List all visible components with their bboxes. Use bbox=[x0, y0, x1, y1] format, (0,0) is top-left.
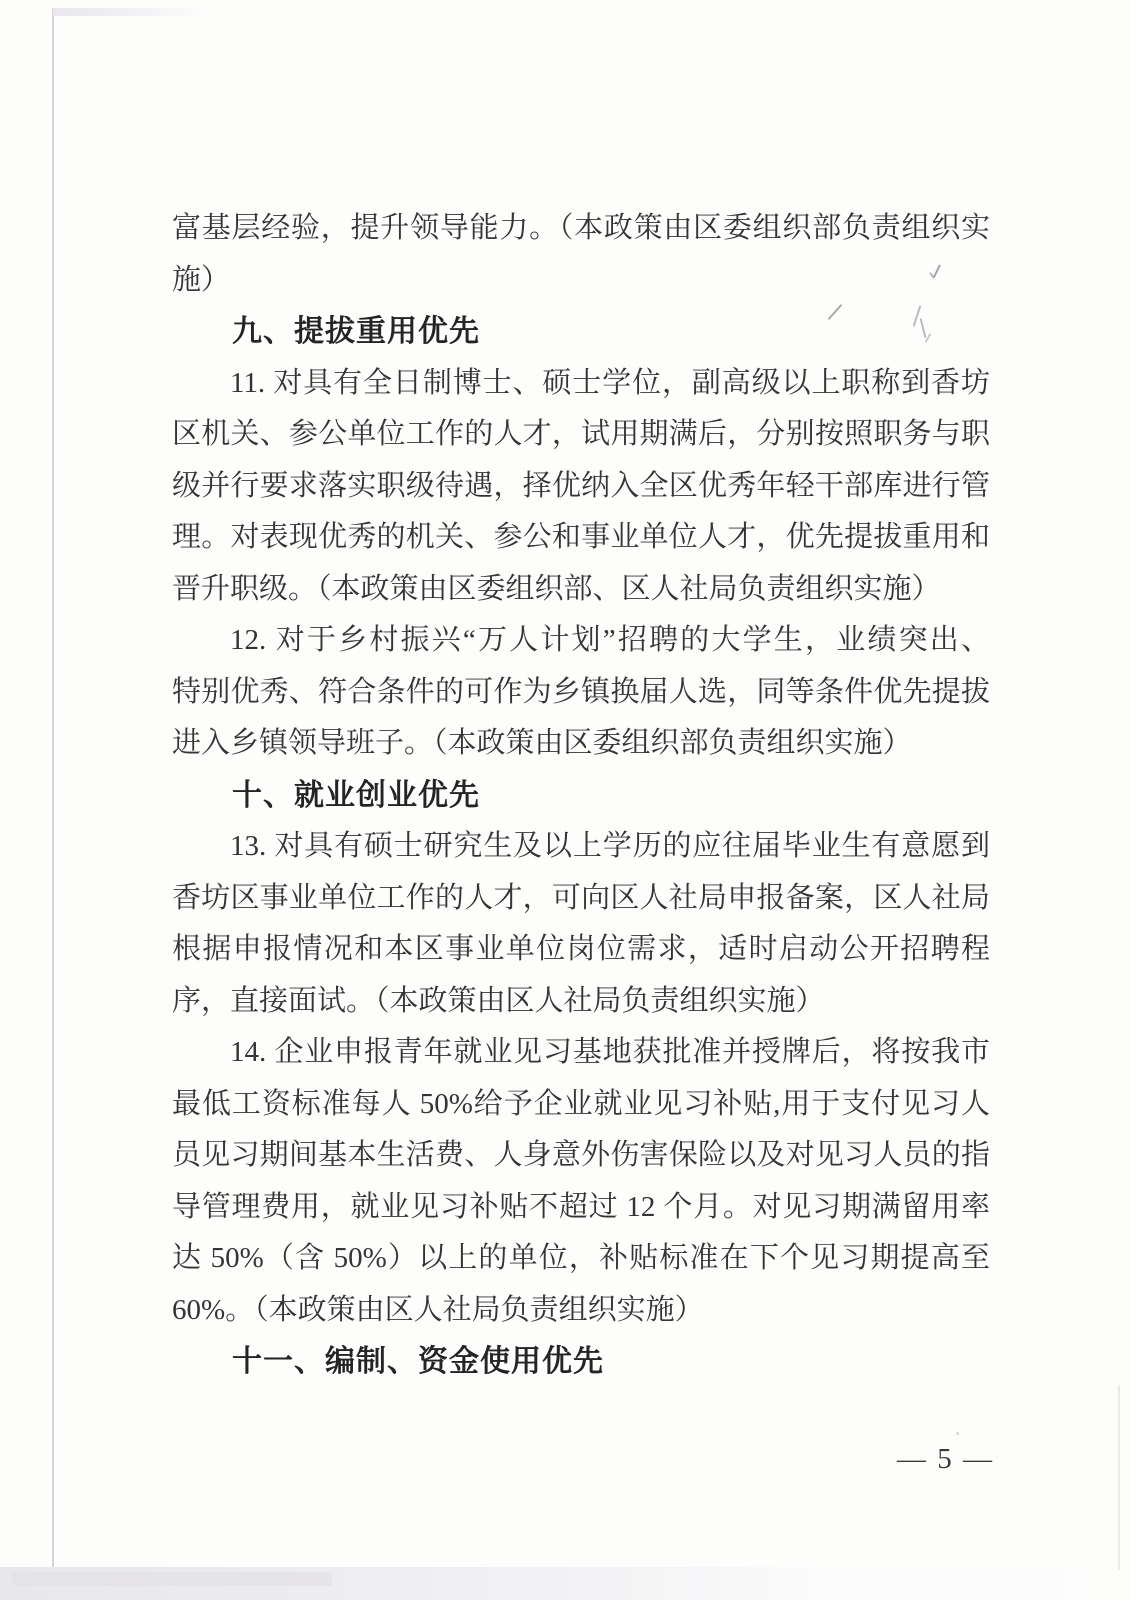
section-heading: 十一、编制、资金使用优先 bbox=[232, 1345, 604, 1378]
text-line: 14. 企业申报青年就业见习基地获批准并授牌后，将按我市 bbox=[230, 1036, 990, 1068]
text-line: 级并行要求落实职级待遇，择优纳入全区优秀年轻干部库进行管 bbox=[172, 469, 990, 502]
page-fold-line bbox=[52, 8, 54, 1568]
text-line: 特别优秀、符合条件的可作为乡镇换届人选，同等条件优先提拔 bbox=[172, 675, 990, 708]
text-line: 施） bbox=[172, 263, 231, 296]
text-block bbox=[172, 203, 990, 1388]
section-heading: 十、就业创业优先 bbox=[232, 778, 480, 812]
text-line: 理。对表现优秀的机关、参公和事业单位人才，优先提拔重用和 bbox=[172, 521, 990, 553]
text-line: 区机关、参公单位工作的人才，试用期满后，分别按照职务与职 bbox=[172, 418, 990, 450]
text-line: 晋升职级。（本政策由区委组织部、区人社局负责组织实施） bbox=[172, 572, 941, 605]
text-line: 11. 对具有全日制博士、硕士学位，副高级以上职称到香坊 bbox=[230, 366, 990, 399]
text-line: 香坊区事业单位工作的人才，可向区人社局申报备案，区人社局 bbox=[172, 881, 990, 914]
text-line: 达 50%（含 50%）以上的单位，补贴标准在下个见习期提高至 bbox=[172, 1242, 990, 1274]
text-line: 富基层经验，提升领导能力。（本政策由区委组织部负责组织实 bbox=[172, 212, 990, 244]
text-line: 序，直接面试。（本政策由区人社局负责组织实施） bbox=[172, 984, 825, 1017]
text-line: 导管理费用，就业见习补贴不超过 12 个月。对见习期满留用率 bbox=[172, 1190, 990, 1223]
text-line: 12. 对于乡村振兴“万人计划”招聘的大学生，业绩突出、 bbox=[230, 624, 990, 656]
text-line: 员见习期间基本生活费、人身意外伤害保险以及对见习人员的指 bbox=[172, 1139, 990, 1171]
page-number: — 5 — bbox=[897, 1443, 994, 1475]
section-heading: 九、提拔重用优先 bbox=[232, 315, 480, 348]
scan-smudge-top bbox=[53, 8, 203, 16]
scan-shadow-streak bbox=[12, 1572, 332, 1586]
text-line: 根据申报情况和本区事业单位岗位需求，适时启动公开招聘程 bbox=[172, 933, 990, 965]
text-line: 进入乡镇领导班子。（本政策由区委组织部负责组织实施） bbox=[172, 727, 912, 759]
text-line: 13. 对具有硕士研究生及以上学历的应往届毕业生有意愿到 bbox=[230, 830, 990, 862]
text-line: 60%。（本政策由区人社局负责组织实施） bbox=[172, 1293, 704, 1326]
dust-speck bbox=[956, 1432, 959, 1435]
scan-edge-right bbox=[1118, 1385, 1120, 1570]
text-line: 最低工资标准每人 50%给予企业就业见习补贴,用于支付见习人 bbox=[172, 1087, 990, 1120]
